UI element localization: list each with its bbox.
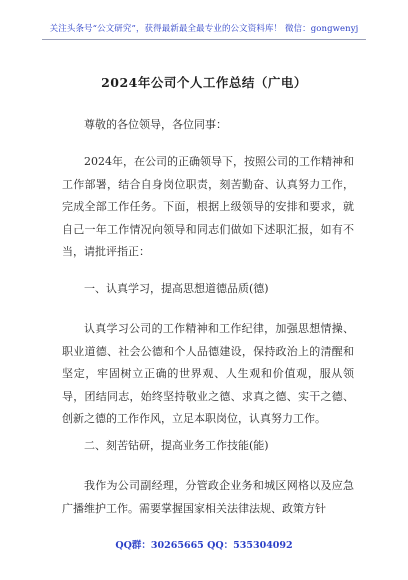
greeting-paragraph: 尊敬的各位领导，各位同事： (84, 118, 227, 131)
document-title: 2024年公司个人工作总结（广电） (101, 75, 307, 90)
section-1-body: 认真学习公司的工作精神和工作纪律，加强思想情操、职业道德、社会公德和个人品德建设，保持政治上的清醒和坚定，牢固树立正确的世界观、人生观和价值观，服从领导，团结同志，始终坚持敬业之德、求真之德、实干之德、创新之德的工作作风，立足本职岗位，认真努力工作。 (62, 322, 354, 425)
header-divider (42, 39, 366, 40)
section-1-heading: 一、认真学习，提高思想道德品质(德) (84, 282, 269, 295)
intro-paragraph: 2024年，在公司的正确领导下，按照公司的工作精神和工作部署，结合自身岗位职责，刻苦勤奋、认真努力工作，完成全部工作任务。下面，根据上级领导的安排和要求，就自己一年工作情况向领导和同志们做如下述职汇报，如有不当，请批评指正： (62, 155, 354, 258)
header-banner: 关注头条号“公文研究”，获得最新最全最专业的公文资料库！ 微信：gongwenyj (49, 24, 359, 34)
section-2-heading: 二、刻苦钻研，提高业务工作技能(能) (84, 439, 269, 452)
section-2-body: 我作为公司副经理，分管政企业务和城区网格以及应急广播维护工作。需要掌握国家相关法律法规、政策方针 (62, 479, 354, 515)
footer-banner: QQ群：30265665 QQ：535304092 (115, 540, 293, 551)
